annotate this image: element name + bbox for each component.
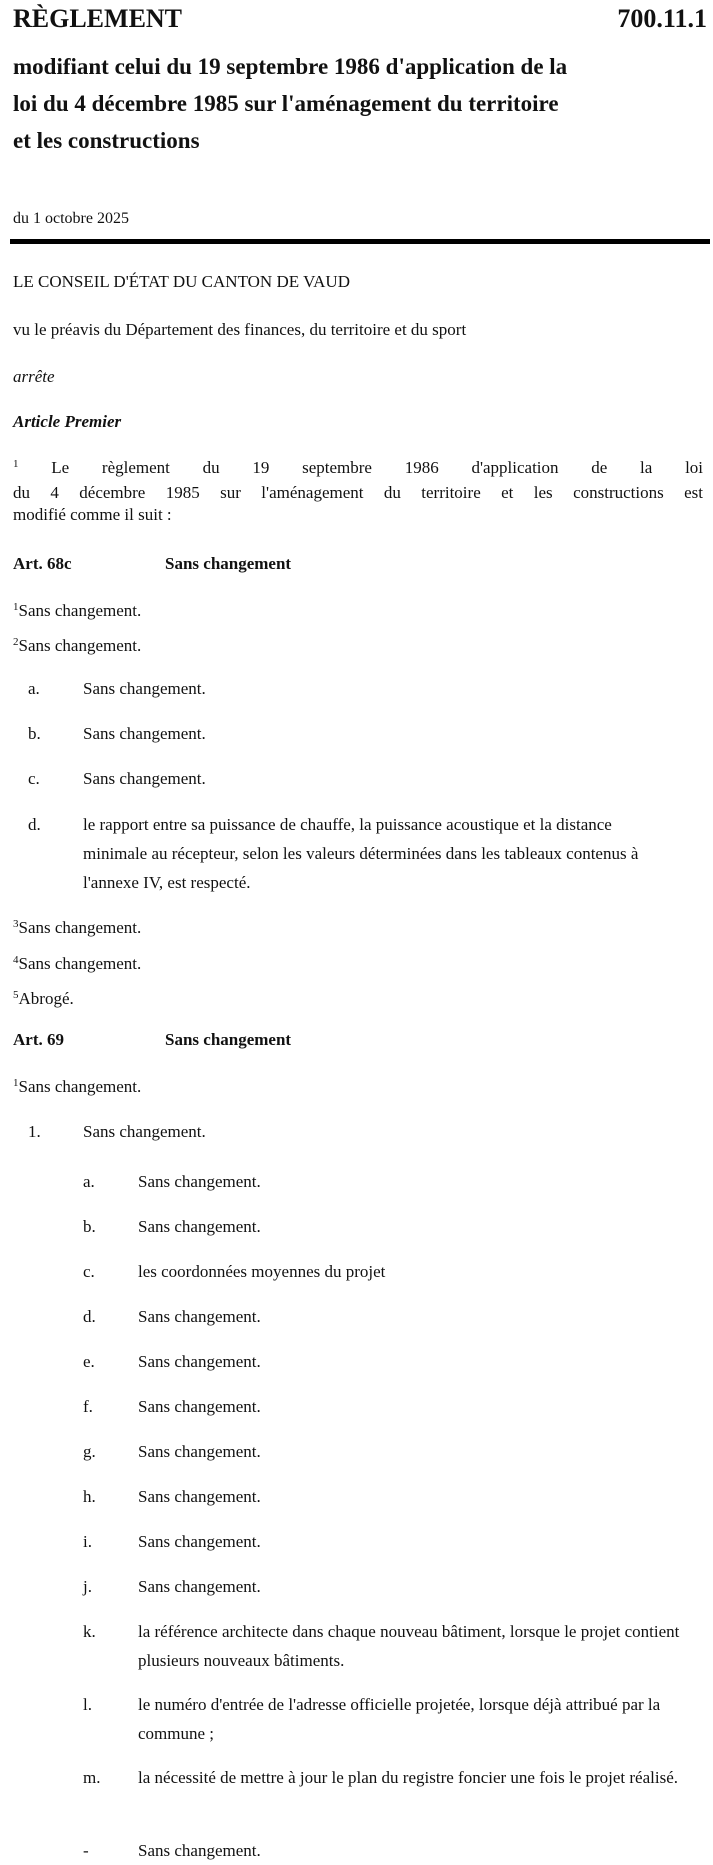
art68c-item-label: b. [28,724,41,743]
art68c-item-text: le rapport entre sa puissance de chauffe, la puissance acoustique et la distance minimale au récepteur, selon les valeurs déterminées dans les tableaux contenus à l'annexe IV, est respecté. [83,815,639,892]
art69-item-text: la référence architecte dans chaque nouveau bâtiment, lorsque le projet contient plusieurs nouveaux bâtiments. [138,1622,680,1670]
document-number: 700.11.1 [617,4,707,33]
alinea-1-line-2: du 4 décembre 1985 sur l'aménagement du territoire et les constructions est [13,483,703,502]
art69-item-label: h. [83,1487,96,1506]
art69-item-text: Sans changement. [138,1397,261,1416]
art68c-al5 [13,989,74,1009]
art69-item-text: Sans changement. [138,1217,261,1236]
art68c-al2 [13,636,141,656]
title-line-1: modifiant celui du 19 septembre 1986 d'application de la [13,54,568,79]
al-text: Sans changement. [18,918,142,937]
art69-heading: Sans changement [165,1030,292,1049]
preavis: vu le préavis du Département des finances, du territoire et du sport [13,320,467,339]
art69-item-text: Sans changement. [138,1841,261,1860]
arrete: arrête [13,367,55,386]
art68c-heading: Sans changement [165,554,292,573]
art69-item-label: d. [83,1307,96,1326]
authority: LE CONSEIL D'ÉTAT DU CANTON DE VAUD [13,272,350,291]
art68c-item-label: c. [28,769,40,788]
art69-item-label: b. [83,1217,96,1236]
art69-item-label: - [83,1841,89,1860]
al-number: 1 [13,601,19,613]
art69-label: Art. 69 [13,1030,64,1049]
art69-item-text: Sans changement. [138,1487,261,1506]
art69-item-label: l. [83,1695,92,1714]
al-number: 1 [13,1077,19,1089]
art68c-item-text: Sans changement. [83,724,206,743]
al-text: Sans changement. [18,1077,142,1096]
art69-item-label: i. [83,1532,92,1551]
title-line-2: loi du 4 décembre 1985 sur l'aménagement du territoire [13,91,559,116]
title-line-3: et les constructions [13,128,200,153]
header-divider [10,239,710,244]
al-number: 2 [13,636,19,648]
art69-item-text: Sans changement. [138,1352,261,1371]
alinea-1-line-3: modifié comme il suit : [13,505,172,524]
al-text: Sans changement. [18,636,142,655]
document-type: RÈGLEMENT [13,4,183,33]
art68c-al4 [13,954,141,974]
al-text: Abrogé. [18,989,74,1008]
alinea-text: Le règlement du 19 septembre 1986 d'application de la loi [51,458,704,477]
art68c-item-label: a. [28,679,40,698]
al-text: Sans changement. [18,601,142,620]
art69-point-label: 1. [28,1122,41,1141]
alinea-1-line-1 [13,455,703,480]
al-text: Sans changement. [18,954,142,973]
art68c-label: Art. 68c [13,554,72,573]
art69-item-text: Sans changement. [138,1532,261,1551]
art69-point-text: Sans changement. [83,1122,206,1141]
art69-item-text: la nécessité de mettre à jour le plan du registre foncier une fois le projet réalisé. [138,1768,678,1787]
al-number: 4 [13,954,19,966]
art69-item-text: les coordonnées moyennes du projet [138,1262,386,1281]
art69-item-text: Sans changement. [138,1172,261,1191]
art69-item-text: Sans changement. [138,1307,261,1326]
art69-item-text: Sans changement. [138,1442,261,1461]
art69-item-label: m. [83,1768,101,1787]
art69-item-label: e. [83,1352,95,1371]
art69-item-label: g. [83,1442,96,1461]
art69-item-label: j. [83,1577,92,1596]
document-date: du 1 octobre 2025 [13,210,129,227]
art68c-item-text: Sans changement. [83,769,206,788]
article-premier: Article Premier [13,412,122,431]
art69-al1 [13,1077,141,1097]
art69-item-text: Sans changement. [138,1577,261,1596]
art69-item-label: c. [83,1262,95,1281]
art69-item-text: le numéro d'entrée de l'adresse officielle projetée, lorsque déjà attribué par la commune ; [138,1695,661,1743]
al-number: 3 [13,918,19,930]
art69-item-label: k. [83,1622,96,1641]
art69-item-label: a. [83,1172,95,1191]
art68c-al3 [13,918,141,938]
art69-item-label: f. [83,1397,93,1416]
art68c-item-text: Sans changement. [83,679,206,698]
alinea-number: 1 [13,458,19,470]
art68c-item-label: d. [28,815,41,834]
art68c-al1 [13,601,141,621]
al-number: 5 [13,989,19,1001]
